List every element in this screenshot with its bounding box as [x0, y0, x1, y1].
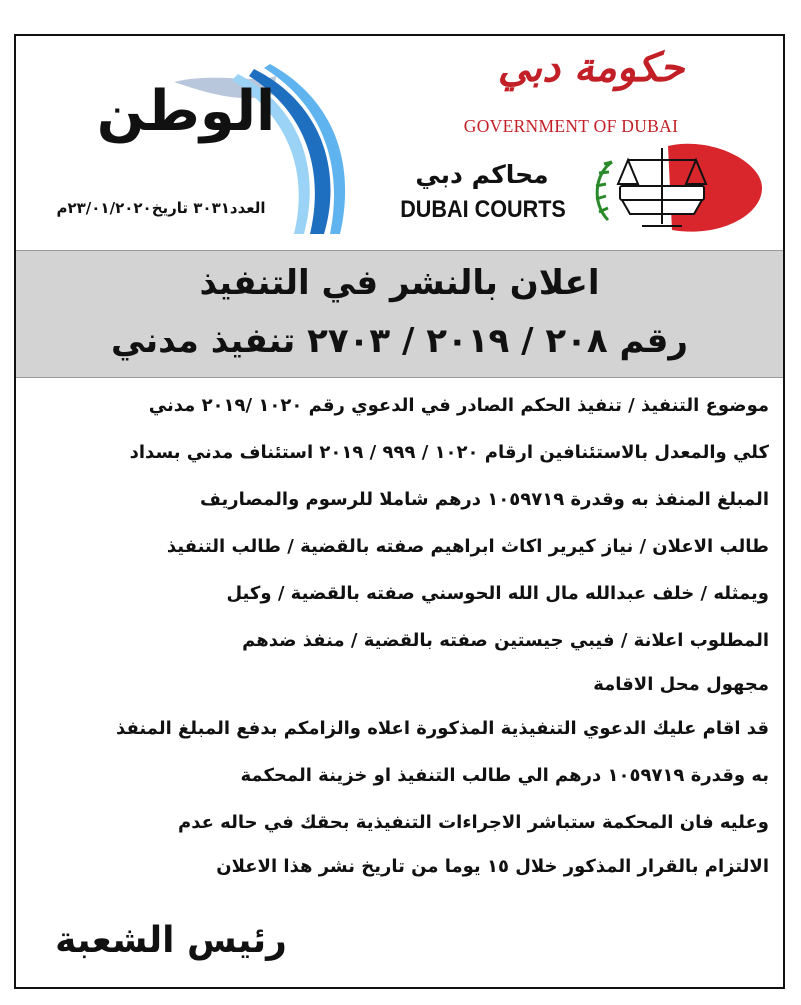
scales-of-justice-icon: [582, 142, 764, 234]
body-line: الالتزام بالقرار المذكور خلال ١٥ يوما من تاريخ نشر هذا الاعلان: [216, 856, 769, 877]
newspaper-name: الوطن: [96, 79, 276, 144]
body-line: طالب الاعلان / نياز كيرير اكاث ابراهيم صفته بالقضية / طالب التنفيذ: [166, 536, 769, 557]
body-line: كلي والمعدل بالاستئنافين ارقام ١٠٢٠ / ٩٩٩ / ٢٠١٩ استئناف مدني بسداد: [129, 442, 769, 463]
body-line: ويمثله / خلف عبدالله مال الله الحوسني صفته بالقضية / وكيل: [226, 583, 769, 604]
body-line: المبلغ المنفذ به وقدرة ١٠٥٩٧١٩ درهم شاملا للرسوم والمصاريف: [200, 489, 769, 510]
title-band: [16, 250, 783, 378]
notice-title: اعلان بالنشر في التنفيذ: [199, 263, 600, 303]
notice-header: [16, 36, 783, 251]
courts-name-english: DUBAI COURTS: [400, 196, 566, 223]
case-number: رقم ٢٠٨ / ٢٠١٩ / ٢٧٠٣ تنفيذ مدني: [111, 321, 688, 361]
notice-frame: [14, 34, 785, 989]
body-line: وعليه فان المحكمة ستباشر الاجراءات التنفيذية بحقك في حاله عدم: [178, 812, 769, 833]
body-line: مجهول محل الاقامة: [593, 674, 769, 695]
body-line: موضوع التنفيذ / تنفيذ الحكم الصادر في الدعوي رقم ١٠٢٠ /٢٠١٩ مدني: [148, 395, 769, 416]
government-name-english: GOVERNMENT OF DUBAI: [463, 116, 679, 136]
issue-date-line: العدد٣٠٣١ تاريخ٢٣/٠١/٢٠٢٠م: [56, 199, 266, 217]
body-line: المطلوب اعلانة / فيبي جيستين صفته بالقضية / منفذ ضدهم: [242, 630, 769, 651]
notice-body: [34, 382, 769, 887]
government-name-arabic: حكومة دبي: [497, 44, 685, 91]
courts-name-arabic: محاكم دبي: [415, 160, 549, 189]
body-line: به وقدرة ١٠٥٩٧١٩ درهم الي طالب التنفيذ او خزينة المحكمة: [240, 765, 769, 786]
signature-title: رئيس الشعبة: [55, 920, 287, 961]
body-line: قد اقام عليك الدعوي التنفيذية المذكورة اعلاه والزامكم بدفع المبلغ المنفذ: [116, 718, 769, 739]
